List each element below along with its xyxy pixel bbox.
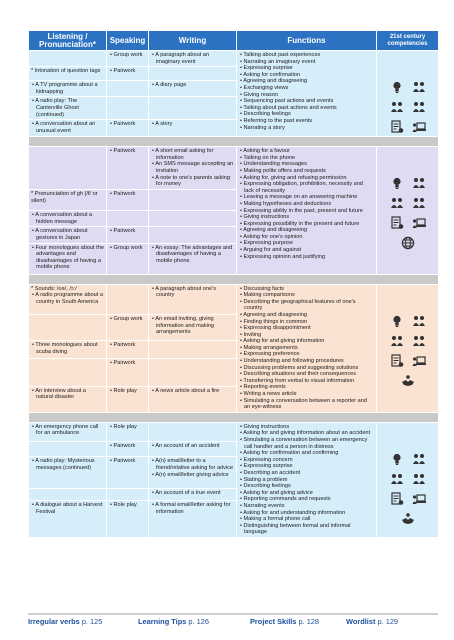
function-item: • Talking about past actions and events — [239, 105, 374, 112]
function-item: • Describing an accident — [239, 470, 374, 477]
listening-cell — [29, 67, 107, 81]
listening-cell — [29, 81, 107, 97]
competencies-cell — [377, 284, 439, 412]
speaking-cell — [107, 120, 149, 137]
function-item: • Expressing ability in the past, present and future — [239, 208, 374, 215]
lightbulb-icon — [390, 314, 404, 328]
cell-line: • Pairwork — [109, 191, 146, 198]
speaking-cell — [107, 190, 149, 211]
cell-line: • A TV programme about a kidnapping — [31, 82, 104, 95]
handshake-icon — [401, 512, 415, 526]
footer-link-page: p. 129 — [375, 617, 399, 626]
function-item: • Describing the geographical features of one's country — [239, 299, 374, 312]
listening-cell — [29, 120, 107, 137]
cell-line: • A radio play: Mysterious messages (continued) — [31, 458, 104, 471]
function-item: • Expressing opinion and justifying — [239, 254, 374, 261]
cell-line: • Role play — [109, 388, 146, 395]
people-group-icon — [412, 100, 426, 114]
speaking-cell — [107, 51, 149, 67]
speaking-cell — [107, 227, 149, 243]
speaking-cell — [107, 386, 149, 412]
cell-line: • Role play — [109, 424, 146, 431]
icon-row — [390, 472, 426, 486]
footer-link[interactable] — [346, 617, 398, 626]
unit-separator — [29, 274, 439, 284]
function-item: • Stating a problem — [239, 477, 374, 484]
cell-line: • Pairwork — [109, 360, 146, 367]
cell-line: • An essay: The advantages and disadvantages of having a mobile phone — [151, 245, 234, 265]
writing-cell — [149, 51, 237, 67]
function-item: • Narrating an imaginary event — [239, 59, 374, 66]
cell-line: • Pairwork — [109, 68, 146, 75]
lightbulb-icon — [390, 176, 404, 190]
icon-row — [390, 314, 426, 328]
writing-cell — [149, 488, 237, 501]
icon-row — [390, 492, 426, 506]
people-group-icon — [412, 334, 426, 348]
function-item: • Simulating a conversation between a reporter and an eye-witness — [239, 398, 374, 411]
icon-row — [390, 196, 426, 210]
cell-line: • Pairwork — [109, 458, 146, 465]
speaking-cell — [107, 422, 149, 441]
speaking-cell — [107, 67, 149, 81]
speaking-cell — [107, 97, 149, 120]
cell-line: • A news article about a fire — [151, 388, 234, 395]
cell-line: • A formal email/letter asking for information — [151, 502, 234, 515]
listening-cell — [29, 243, 107, 274]
people-group-icon — [412, 314, 426, 328]
table-row — [29, 284, 439, 315]
writing-cell — [149, 120, 237, 137]
header-row — [29, 31, 439, 51]
function-item: • Asking for a favour — [239, 148, 374, 155]
competencies-cell — [377, 51, 439, 137]
function-item: • Expressing possibility in the present and future — [239, 221, 374, 228]
cell-line: • A conversation about gestures in Japan — [31, 228, 104, 241]
cell-line: • Group work — [109, 245, 146, 252]
function-item: • Agreeing and disagreeing — [239, 312, 374, 319]
function-item: • Leaving a message on an answering machine — [239, 194, 374, 201]
functions-cell — [237, 51, 377, 137]
laptop-user-icon — [412, 354, 426, 368]
cell-line: • Group work — [109, 52, 146, 59]
footer-link-label: Irregular verbs — [28, 617, 80, 626]
people-group-icon — [390, 196, 404, 210]
writing-cell — [149, 211, 237, 227]
cell-line: • A paragraph about an imaginary event — [151, 52, 234, 65]
header-competencies: 21st century competencies — [377, 31, 439, 51]
people-group-icon — [412, 472, 426, 486]
cell-line: • Group work — [109, 316, 146, 323]
cell-line: • Pairwork — [109, 228, 146, 235]
checklist-icon — [390, 492, 404, 506]
function-item: • Asking for one's opinion — [239, 234, 374, 241]
writing-cell — [149, 441, 237, 457]
laptop-user-icon — [412, 492, 426, 506]
cell-line: • A short email asking for information — [151, 148, 234, 161]
cell-line: • An emergency phone call for an ambulance — [31, 424, 104, 437]
function-item: • Describing situations and their consequences — [239, 371, 374, 378]
writing-cell — [149, 341, 237, 359]
footer-link[interactable] — [138, 617, 209, 626]
cell-line: • A(n) email/letter to a friend/relative asking for advice — [151, 458, 234, 471]
listening-cell — [29, 457, 107, 488]
function-item: • Asking for and giving advice — [239, 490, 374, 497]
speaking-cell — [107, 315, 149, 341]
function-item: • Sequencing past actions and events — [239, 98, 374, 105]
listening-cell — [29, 147, 107, 190]
unit-separator — [29, 137, 439, 147]
people-group-icon — [412, 452, 426, 466]
function-item: • Agreeing and disagreeing — [239, 227, 374, 234]
listening-cell — [29, 211, 107, 227]
people-group-icon — [390, 334, 404, 348]
listening-cell — [29, 227, 107, 243]
cell-line: • A paragraph about one's country — [151, 286, 234, 299]
footer-link-page: p. 125 — [79, 617, 103, 626]
separator-cell — [29, 412, 439, 422]
table-row — [29, 51, 439, 67]
cell-line: • Four monologues about the advantages and disadvantages of having a mobile phone — [31, 245, 104, 271]
cell-line: • A conversation about a hidden message — [31, 212, 104, 225]
function-item: • Asking for confirmation — [239, 72, 374, 79]
function-item: • Expressing preference — [239, 351, 374, 358]
people-group-icon — [390, 100, 404, 114]
header-speaking: Speaking — [107, 31, 149, 51]
header-functions: Functions — [237, 31, 377, 51]
writing-cell — [149, 284, 237, 315]
icon-row — [401, 374, 415, 388]
function-item: • Giving instructions — [239, 214, 374, 221]
table-row — [29, 147, 439, 190]
cell-line: • Three monologues about scuba diving — [31, 342, 104, 355]
lightbulb-icon — [390, 452, 404, 466]
cell-line: • An interview about a natural disaster — [31, 388, 104, 401]
header-listening: Listening / Pronunciation* — [29, 31, 107, 51]
function-item: • Agreeing and disagreeing — [239, 78, 374, 85]
cell-line: * Intonation of question tags — [31, 68, 101, 75]
icon-row — [390, 334, 426, 348]
cell-line: • A radio play: The Canterville Ghost (continued) — [31, 98, 104, 118]
people-group-icon — [412, 196, 426, 210]
cell-line: • Role play — [109, 502, 146, 509]
footer-link-label: Project Skills — [250, 617, 297, 626]
icon-row — [390, 354, 426, 368]
footer-link-page: p. 126 — [186, 617, 209, 626]
speaking-cell — [107, 211, 149, 227]
function-item: • Making arrangements — [239, 345, 374, 352]
function-item: • Inviting — [239, 332, 374, 339]
speaking-cell — [107, 284, 149, 315]
writing-cell — [149, 457, 237, 488]
listening-cell — [29, 97, 107, 120]
function-item: • Asking for, giving and refusing permission — [239, 175, 374, 182]
separator-cell — [29, 274, 439, 284]
listening-cell — [29, 284, 107, 315]
header-writing: Writing — [149, 31, 237, 51]
icon-row — [390, 216, 426, 230]
function-item: • Finding things in common — [239, 319, 374, 326]
competencies-cell — [377, 422, 439, 537]
listening-cell — [29, 341, 107, 359]
cell-line: • Pairwork — [109, 148, 146, 155]
function-item: • Simulating a conversation between an emergency call handler and a person in distress — [239, 437, 374, 450]
function-item: • Asking for and giving information about an accident — [239, 430, 374, 437]
speaking-cell — [107, 81, 149, 97]
cell-line: • A diary page — [151, 82, 234, 89]
listening-cell — [29, 501, 107, 538]
icon-row — [401, 236, 415, 250]
lightbulb-icon — [390, 80, 404, 94]
writing-cell — [149, 190, 237, 211]
separator-cell — [29, 137, 439, 147]
function-item: • Giving instructions — [239, 424, 374, 431]
cell-line: * Sounds: /ʊə/, /ɔː/ — [31, 285, 77, 292]
function-item: • Exchanging views — [239, 85, 374, 92]
writing-cell — [149, 315, 237, 341]
speaking-cell — [107, 341, 149, 359]
function-item: • Talking on the phone — [239, 155, 374, 162]
speaking-cell — [107, 501, 149, 538]
cell-line: • An account of a true event — [151, 490, 234, 497]
cell-line: • A(n) email/letter giving advice — [151, 472, 234, 479]
function-item: • Narrating a story — [239, 125, 374, 132]
writing-cell — [149, 227, 237, 243]
functions-cell — [237, 284, 377, 412]
footer-link[interactable] — [250, 617, 319, 626]
footer-links — [28, 617, 438, 629]
speaking-cell — [107, 147, 149, 190]
footer-link-label: Wordlist — [346, 617, 376, 626]
listening-cell — [29, 51, 107, 67]
cell-line: • An SMS message accepting an invitation — [151, 161, 234, 174]
listening-cell — [29, 315, 107, 341]
cell-line: • Pairwork — [109, 342, 146, 349]
function-item: • Discussing problems and suggesting solutions — [239, 365, 374, 372]
function-item: • Giving reason — [239, 92, 374, 99]
function-item: • Describing feelings — [239, 111, 374, 118]
function-item: • Asking for confirmation and confirming — [239, 450, 374, 457]
icon-row — [390, 452, 426, 466]
icon-row — [401, 512, 415, 526]
handshake-icon — [401, 374, 415, 388]
laptop-user-icon — [412, 120, 426, 134]
function-item: • Expressing disappointment — [239, 325, 374, 332]
footer-link-page: p. 128 — [296, 617, 320, 626]
icon-row — [390, 100, 426, 114]
function-item: • Describing feelings — [239, 483, 374, 490]
writing-cell — [149, 501, 237, 538]
cell-line: • A conversation about an unusual event — [31, 121, 104, 134]
listening-cell — [29, 386, 107, 412]
people-group-icon — [412, 176, 426, 190]
writing-cell — [149, 147, 237, 190]
writing-cell — [149, 386, 237, 412]
function-item: • Making comparisons — [239, 292, 374, 299]
checklist-icon — [390, 216, 404, 230]
listening-cell — [29, 488, 107, 501]
function-item: • Making a formal phone call — [239, 516, 374, 523]
cell-line: * Pronunciation of gh (/f/ or silent) — [31, 191, 98, 204]
function-item: • Reporting events — [239, 384, 374, 391]
function-item: • Arguing for and against — [239, 247, 374, 254]
listening-cell — [29, 359, 107, 386]
cell-line: • An account of an accident — [151, 443, 234, 450]
function-item: • Expressing concern — [239, 457, 374, 464]
function-item: • Referring to the past events — [239, 118, 374, 125]
cell-line: • Pairwork — [109, 121, 146, 128]
cell-line: • A radio programme about a country in South America — [31, 292, 104, 305]
function-item: • Narrating events — [239, 503, 374, 510]
function-item: • Making hypotheses and deductions — [239, 201, 374, 208]
function-item: • Reporting commands and requests — [239, 496, 374, 503]
writing-cell — [149, 359, 237, 386]
function-item: • Expressing obligation, prohibition, necessity and lack of necessity — [239, 181, 374, 194]
syllabus-table — [28, 30, 439, 538]
speaking-cell — [107, 457, 149, 488]
speaking-cell — [107, 359, 149, 386]
function-item: • Understanding messages — [239, 161, 374, 168]
function-item: • Expressing surprise — [239, 65, 374, 72]
unit-separator — [29, 412, 439, 422]
speaking-cell — [107, 243, 149, 274]
cell-line: • A story — [151, 121, 234, 128]
icon-row — [390, 80, 426, 94]
function-item: • Making polite offers and requests — [239, 168, 374, 175]
cell-line: • A dialogue about a Harvest Festival — [31, 502, 104, 515]
function-item: • Expressing purpose — [239, 240, 374, 247]
function-item: • Expressing surprise — [239, 463, 374, 470]
writing-cell — [149, 422, 237, 441]
function-item: • Asking for and giving information — [239, 338, 374, 345]
laptop-user-icon — [412, 216, 426, 230]
speaking-cell — [107, 488, 149, 501]
listening-cell — [29, 422, 107, 441]
function-item: • Writing a news article — [239, 391, 374, 398]
checklist-icon — [390, 354, 404, 368]
listening-cell — [29, 190, 107, 211]
writing-cell — [149, 81, 237, 97]
function-item: • Distinguishing between formal and informal language — [239, 523, 374, 536]
cell-line: • Pairwork — [109, 443, 146, 450]
icon-row — [390, 120, 426, 134]
listening-cell — [29, 441, 107, 457]
competencies-cell — [377, 147, 439, 274]
globe-icon — [401, 236, 415, 250]
function-item: • Understanding and following procedures — [239, 358, 374, 365]
icon-row — [390, 176, 426, 190]
cell-line: • An email inviting, giving information and making arrangements — [151, 316, 234, 336]
checklist-icon — [390, 120, 404, 134]
writing-cell — [149, 67, 237, 81]
writing-cell — [149, 243, 237, 274]
function-item: • Discussing facts — [239, 286, 374, 293]
function-item: • Asking for and understanding information — [239, 510, 374, 517]
function-item: • Talking about past experiences — [239, 52, 374, 59]
speaking-cell — [107, 441, 149, 457]
functions-cell — [237, 147, 377, 274]
table-row — [29, 422, 439, 441]
footer-link-label: Learning Tips — [138, 617, 187, 626]
footer-divider — [28, 613, 438, 615]
cell-line: • A note to one's parents asking for money — [151, 175, 234, 188]
people-group-icon — [412, 80, 426, 94]
footer-link[interactable] — [28, 617, 102, 626]
writing-cell — [149, 97, 237, 120]
people-group-icon — [390, 472, 404, 486]
function-item: • Transferring from verbal to visual information — [239, 378, 374, 385]
functions-cell — [237, 422, 377, 537]
